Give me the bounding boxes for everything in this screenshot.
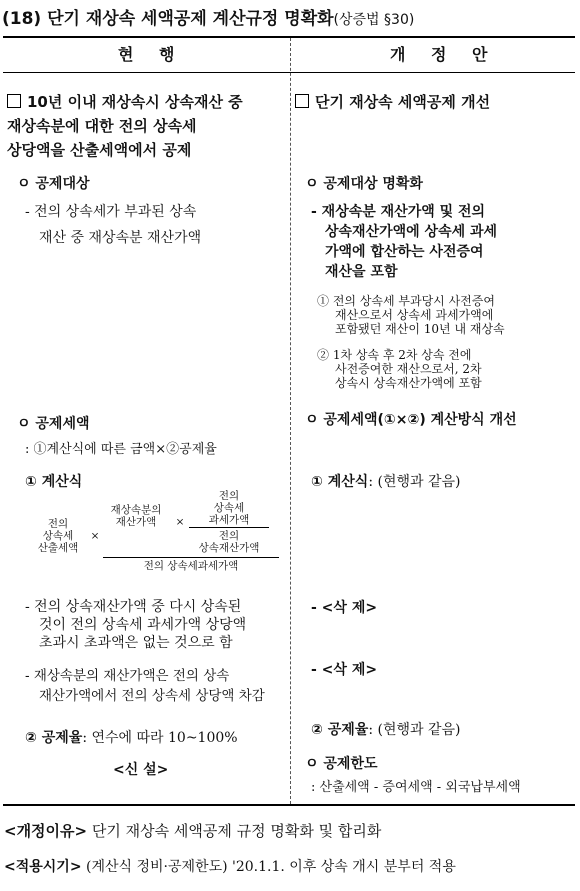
right-delete-2: - <삭 제> [311, 662, 378, 678]
right-formula: ① 계산식: (현행과 같음) [311, 474, 461, 490]
law-reference: (상증법 §30) [333, 12, 415, 28]
right-amount-head: ㅇ 공제세액(①×②) 계산방식 개선 [305, 412, 517, 428]
formula-main-rule [103, 557, 279, 558]
right-limit-text: : 산출세액 - 증여세액 - 외국납부세액 [311, 780, 521, 795]
right-sub-1: ① 전의 상속세 부과당시 사전증여 재산으로서 상속세 과세가액에 포함됐던 재산이 10년 내 재상속 [317, 294, 505, 336]
right-intro: 단기 재상속 세액공제 개선 [295, 92, 490, 112]
right-delete-1: - <삭 제> [311, 600, 378, 616]
page-title: (18) 단기 재상속 세액공제 계산규정 명확화(상증법 §30) [2, 9, 415, 29]
left-intro: 10년 이내 재상속시 상속재산 중 재상속분에 대한 전의 상속세 상당액을 산출세액에서 공제 [7, 93, 243, 159]
formula-multiply-2: × [175, 516, 185, 528]
left-note-1: - 전의 상속재산가액 중 다시 상속된 것이 전의 상속세 과세가액 상당액 초과시 초과액은 없는 것으로 함 [25, 599, 247, 651]
effective-date: <적용시기> (계산식 정비·공제한도) '20.1.1. 이후 상속 개시 분부터 적용 [4, 859, 456, 875]
left-rate: ② 공제율: 연수에 따라 10~100% [25, 730, 238, 746]
header-current: 현 행 [118, 45, 185, 64]
checkbox-icon [7, 94, 21, 108]
header-proposed: 개 정 안 [390, 45, 498, 64]
left-note-2: - 재상속분의 재산가액은 전의 상속 재산가액에서 전의 상속세 상당액 차감 [25, 668, 265, 704]
right-limit-head: ㅇ 공제한도 [305, 756, 378, 772]
left-amount-text: : ①계산식에 따른 금액×②공제율 [25, 442, 217, 457]
formula-multiply-1: × [90, 530, 100, 542]
formula-denominator: 전의 상속세과세가액 [143, 560, 239, 572]
left-target-head: ㅇ 공제대상 [17, 176, 90, 192]
right-target-head: ㅇ 공제대상 명확화 [305, 176, 423, 192]
formula-term-a: 전의 상속세 산출세액 [37, 518, 79, 554]
column-divider [290, 38, 291, 804]
left-formula-head: ① 계산식 [25, 474, 83, 490]
checkbox-icon [295, 94, 309, 108]
formula-term-c: 전의 상속세 과세가액 [208, 490, 250, 526]
left-amount-head: ㅇ 공제세액 [17, 416, 90, 432]
formula-term-b: 재상속분의 재산가액 [110, 504, 162, 528]
formula-inner-rule [189, 527, 269, 528]
comparison-table [3, 36, 575, 806]
right-sub-2: ② 1차 상속 후 2차 상속 전에 사전증여한 재산으로서, 2차 상속시 상속재산가액에 포함 [317, 348, 482, 390]
revision-reason: <개정이유> 단기 재상속 세액공제 규정 명확화 및 합리화 [4, 822, 382, 840]
right-target-text: - 재상속분 재산가액 및 전의 상속재산가액에 상속세 과세 가액에 합산하는 사전증여 재산을 포함 [311, 204, 498, 280]
left-target-text: - 전의 상속세가 부과된 상속 재산 중 재상속분 재산가액 [25, 204, 202, 246]
right-rate: ② 공제율: (현행과 같음) [311, 722, 461, 738]
formula-term-d: 전의 상속재산가액 [198, 530, 260, 554]
left-new: <신 설> [113, 762, 169, 778]
table-header [3, 38, 575, 73]
